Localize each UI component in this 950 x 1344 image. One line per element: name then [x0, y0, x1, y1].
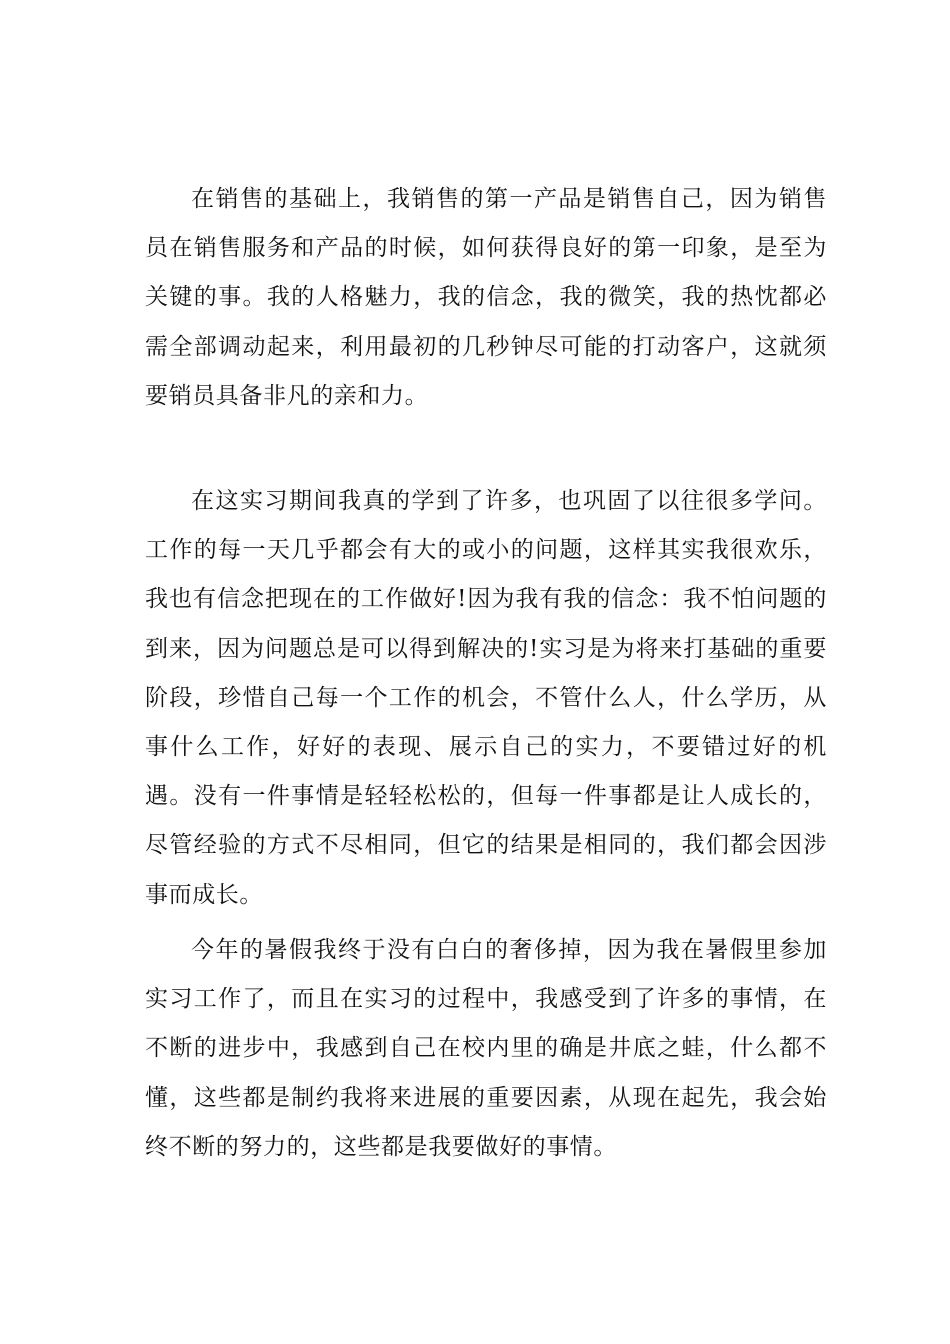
paragraph-3: 今年的暑假我终于没有白白的奢侈掉，因为我在暑假里参加实习工作了，而且在实习的过程中，我感受到了许多的事情，在不断的进步中，我感到自己在校内里的确是井底之蛙，什么都不懂，这些都是制约我将来进展的重要因素，从现在起先，我会始终不断的努力的，这些都是我要做好的事情。 — [145, 937, 827, 1160]
paragraph-1: 在销售的基础上，我销售的第一产品是销售自己，因为销售员在销售服务和产品的时候，如何获得良好的第一印象，是至为关键的事。我的人格魅力，我的信念，我的微笑，我的热忱都必需全部调动起来，利用最初的几秒钟尽可能的打动客户，这就须要销员具备非凡的亲和力。 — [145, 186, 827, 409]
paragraph-2: 在这实习期间我真的学到了许多，也巩固了以往很多学问。工作的每一天几乎都会有大的或小的问题，这样其实我很欢乐，我也有信念把现在的工作做好!因为我有我的信念：我不怕问题的到来，因为问题总是可以得到解决的!实习是为将来打基础的重要阶段，珍惜自己每一个工作的机会，不管什么人，什么学历，从事什么工作，好好的表现、展示自己的实力，不要错过好的机遇。没有一件事情是轻轻松松的，但每一件事都是让人成长的，尽管经验的方式不尽相同，但它的结果是相同的，我们都会因涉事而成长。 — [145, 488, 827, 908]
